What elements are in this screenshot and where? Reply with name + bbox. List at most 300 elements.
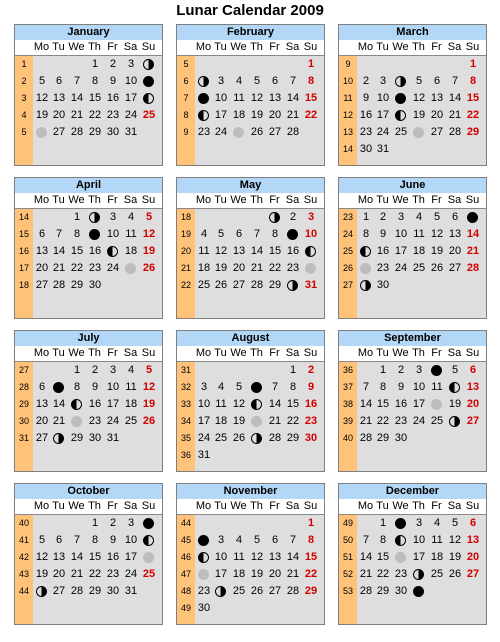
- weekday-label: Fr: [431, 347, 442, 359]
- month-days: [357, 515, 486, 624]
- weekday-label: Tu: [376, 194, 389, 206]
- first-moon-icon: [360, 280, 371, 291]
- day-cell: 11: [233, 551, 245, 563]
- day-cell: 6: [469, 364, 477, 376]
- week-number: 43: [18, 569, 29, 579]
- week-number: 40: [342, 433, 353, 443]
- month-december: [338, 483, 487, 625]
- weekday-label: Su: [141, 41, 156, 53]
- week-number: 31: [180, 365, 191, 375]
- day-cell: 14: [70, 92, 84, 104]
- week-number-column: [15, 56, 33, 165]
- week-number: 13: [342, 127, 353, 137]
- day-cell: 19: [35, 109, 49, 121]
- day-cell: 13: [232, 245, 246, 257]
- day-cell: 30: [88, 279, 102, 291]
- day-cell: 26: [142, 415, 156, 427]
- day-cell: 19: [250, 109, 264, 121]
- day-cell: 5: [415, 75, 423, 87]
- weekday-label: Mo: [195, 347, 212, 359]
- day-cell: 7: [289, 75, 297, 87]
- day-cell: 10: [106, 381, 120, 393]
- day-cell: 1: [73, 211, 81, 223]
- day-cell: 23: [394, 415, 408, 427]
- day-cell: 14: [448, 92, 462, 104]
- day-cell: 9: [397, 381, 405, 393]
- day-cell: 18: [430, 551, 444, 563]
- day-cell: 11: [233, 92, 245, 104]
- weekday-label: Sa: [123, 347, 138, 359]
- week-number: 45: [180, 535, 191, 545]
- last-moon-icon: [143, 535, 154, 546]
- weekday-label: Mo: [357, 500, 374, 512]
- full-moon-icon: [251, 382, 262, 393]
- day-cell: 1: [469, 58, 477, 70]
- day-cell: 21: [448, 109, 462, 121]
- day-cell: 5: [433, 211, 441, 223]
- day-cell: 22: [88, 568, 102, 580]
- day-cell: 30: [304, 432, 318, 444]
- day-cell: 4: [127, 211, 135, 223]
- last-moon-icon: [107, 246, 118, 257]
- first-moon-icon: [395, 76, 406, 87]
- day-cell: 3: [217, 75, 225, 87]
- weekday-label: Su: [465, 194, 480, 206]
- day-cell: 14: [286, 92, 300, 104]
- weekday-label: Sa: [123, 41, 138, 53]
- weekday-label: Tu: [52, 347, 65, 359]
- month-title: March: [339, 25, 486, 40]
- day-cell: 7: [271, 381, 279, 393]
- day-cell: 16: [286, 245, 300, 257]
- week-number: 14: [18, 212, 29, 222]
- month-days: [33, 362, 162, 471]
- week-number: 29: [18, 399, 29, 409]
- full-moon-icon: [395, 93, 406, 104]
- day-cell: 23: [376, 262, 390, 274]
- week-number: 5: [21, 127, 27, 137]
- day-cell: 4: [217, 381, 225, 393]
- day-cell: 27: [35, 279, 49, 291]
- day-cell: 3: [109, 364, 117, 376]
- day-cell: 2: [397, 364, 405, 376]
- weekday-label: Tu: [376, 347, 389, 359]
- weekday-label: We: [392, 41, 409, 53]
- day-cell: 24: [106, 415, 120, 427]
- weekday-label: Tu: [214, 347, 227, 359]
- week-number-column: [177, 362, 195, 471]
- weekday-label: Su: [141, 500, 156, 512]
- day-cell: 6: [55, 534, 63, 546]
- month-days: [357, 362, 486, 471]
- day-cell: 7: [73, 534, 81, 546]
- day-cell: 21: [52, 415, 66, 427]
- day-cell: 18: [232, 109, 246, 121]
- full-moon-icon: [287, 229, 298, 240]
- day-cell: 19: [250, 568, 264, 580]
- day-cell: 4: [235, 75, 243, 87]
- day-cell: 9: [379, 228, 387, 240]
- weekday-label: Th: [88, 347, 101, 359]
- day-cell: 6: [55, 75, 63, 87]
- weekday-label: Sa: [285, 347, 300, 359]
- week-number-column: [177, 209, 195, 318]
- week-number: 40: [18, 518, 29, 528]
- day-cell: 29: [70, 432, 84, 444]
- day-cell: 7: [55, 228, 63, 240]
- week-number-column: [177, 515, 195, 624]
- weekday-header: [339, 499, 486, 515]
- day-cell: 6: [235, 228, 243, 240]
- day-cell: 4: [415, 211, 423, 223]
- weekday-header: [339, 40, 486, 56]
- weekday-label: Sa: [447, 41, 462, 53]
- day-cell: 13: [35, 398, 49, 410]
- day-cell: 26: [430, 262, 444, 274]
- week-number: 11: [343, 93, 353, 103]
- week-number: 42: [18, 552, 29, 562]
- day-cell: 12: [448, 534, 462, 546]
- day-cell: 6: [451, 211, 459, 223]
- day-cell: 8: [307, 75, 315, 87]
- weekday-header: [339, 193, 486, 209]
- week-number: 15: [18, 229, 29, 239]
- week-number: 49: [342, 518, 353, 528]
- day-cell: 15: [268, 245, 282, 257]
- month-days: [195, 362, 324, 471]
- week-number: 1: [21, 59, 27, 69]
- weekday-label: Fr: [107, 41, 118, 53]
- day-cell: 19: [448, 551, 462, 563]
- day-cell: 21: [359, 415, 373, 427]
- day-cell: 11: [413, 228, 425, 240]
- day-cell: 25: [394, 126, 408, 138]
- day-cell: 28: [286, 126, 300, 138]
- day-cell: 28: [359, 585, 373, 597]
- day-cell: 28: [286, 585, 300, 597]
- weekday-label: Su: [465, 500, 480, 512]
- day-cell: 30: [106, 585, 120, 597]
- day-cell: 15: [88, 92, 102, 104]
- weekday-label: Th: [88, 194, 101, 206]
- day-cell: 19: [430, 245, 444, 257]
- day-cell: 22: [88, 109, 102, 121]
- week-number: 31: [18, 433, 29, 443]
- week-number: 50: [342, 535, 353, 545]
- day-cell: 24: [197, 432, 211, 444]
- day-cell: 26: [250, 126, 264, 138]
- day-cell: 22: [304, 568, 318, 580]
- page-title: Lunar Calendar 2009: [176, 2, 324, 19]
- new-moon-icon: [251, 416, 262, 427]
- month-days: [33, 56, 162, 165]
- month-april: [14, 177, 163, 319]
- day-cell: 17: [376, 109, 390, 121]
- day-cell: 16: [106, 551, 120, 563]
- month-title: November: [177, 484, 324, 499]
- weekday-label: Fr: [431, 500, 442, 512]
- day-cell: 13: [268, 92, 282, 104]
- day-cell: 16: [88, 398, 102, 410]
- weekday-header: [339, 346, 486, 362]
- first-moon-icon: [198, 76, 209, 87]
- day-cell: 12: [214, 245, 228, 257]
- day-cell: 25: [412, 262, 426, 274]
- day-cell: 1: [307, 517, 315, 529]
- weekday-label: Th: [88, 41, 101, 53]
- last-moon-icon: [360, 246, 371, 257]
- week-number-column: [339, 362, 357, 471]
- day-cell: 6: [469, 517, 477, 529]
- day-cell: 19: [214, 262, 228, 274]
- day-cell: 10: [214, 551, 228, 563]
- day-cell: 8: [379, 534, 387, 546]
- day-cell: 23: [88, 415, 102, 427]
- day-cell: 25: [124, 415, 138, 427]
- month-may: [176, 177, 325, 319]
- new-moon-icon: [305, 263, 316, 274]
- weekday-label: We: [68, 347, 85, 359]
- day-cell: 3: [109, 211, 117, 223]
- weekday-label: Fr: [431, 194, 442, 206]
- day-cell: 31: [304, 279, 318, 291]
- day-cell: 14: [70, 551, 84, 563]
- day-cell: 15: [286, 398, 300, 410]
- day-cell: 20: [52, 109, 66, 121]
- day-cell: 5: [451, 364, 459, 376]
- week-number: 53: [342, 586, 353, 596]
- day-cell: 3: [397, 211, 405, 223]
- day-cell: 23: [106, 568, 120, 580]
- week-number: 52: [342, 569, 353, 579]
- day-cell: 11: [125, 228, 137, 240]
- day-cell: 30: [197, 602, 211, 614]
- week-number: 36: [180, 450, 191, 460]
- day-cell: 19: [142, 398, 156, 410]
- full-moon-icon: [395, 518, 406, 529]
- weekday-label: Th: [88, 500, 101, 512]
- month-days: [33, 209, 162, 318]
- day-cell: 24: [214, 126, 228, 138]
- day-cell: 27: [466, 415, 480, 427]
- weekday-label: Th: [412, 194, 425, 206]
- full-moon-icon: [53, 382, 64, 393]
- weekday-label: Th: [412, 500, 425, 512]
- day-cell: 1: [91, 517, 99, 529]
- day-cell: 18: [197, 262, 211, 274]
- week-number-column: [339, 515, 357, 624]
- month-days: [195, 515, 324, 624]
- month-title: September: [339, 331, 486, 346]
- day-cell: 12: [250, 92, 264, 104]
- weekday-label: Tu: [376, 41, 389, 53]
- first-moon-icon: [36, 586, 47, 597]
- weekday-label: Mo: [33, 500, 50, 512]
- day-cell: 12: [142, 228, 156, 240]
- day-cell: 10: [106, 228, 120, 240]
- day-cell: 7: [362, 534, 370, 546]
- day-cell: 20: [52, 568, 66, 580]
- full-moon-icon: [89, 229, 100, 240]
- day-cell: 4: [200, 228, 208, 240]
- new-moon-icon: [125, 263, 136, 274]
- day-cell: 23: [359, 126, 373, 138]
- day-cell: 25: [214, 432, 228, 444]
- day-cell: 21: [359, 568, 373, 580]
- weekday-label: Su: [303, 194, 318, 206]
- week-number: 5: [183, 59, 189, 69]
- day-cell: 9: [91, 381, 99, 393]
- week-number: 30: [18, 416, 29, 426]
- last-moon-icon: [395, 110, 406, 121]
- day-cell: 1: [362, 211, 370, 223]
- week-number: 49: [180, 603, 191, 613]
- day-cell: 17: [124, 92, 138, 104]
- weekday-label: Tu: [214, 500, 227, 512]
- day-cell: 21: [70, 568, 84, 580]
- week-number: 47: [180, 569, 191, 579]
- day-cell: 23: [88, 262, 102, 274]
- day-cell: 13: [466, 381, 480, 393]
- week-number: 10: [342, 76, 353, 86]
- full-moon-icon: [467, 212, 478, 223]
- week-number: 6: [183, 76, 189, 86]
- day-cell: 21: [268, 415, 282, 427]
- day-cell: 28: [52, 279, 66, 291]
- day-cell: 6: [271, 75, 279, 87]
- day-cell: 27: [448, 262, 462, 274]
- day-cell: 3: [127, 58, 135, 70]
- week-number: 25: [342, 246, 353, 256]
- day-cell: 21: [52, 262, 66, 274]
- day-cell: 2: [307, 364, 315, 376]
- day-cell: 8: [73, 228, 81, 240]
- last-moon-icon: [449, 382, 460, 393]
- day-cell: 22: [268, 262, 282, 274]
- day-cell: 3: [127, 517, 135, 529]
- full-moon-icon: [413, 586, 424, 597]
- week-number: 48: [180, 586, 191, 596]
- day-cell: 10: [124, 534, 138, 546]
- day-cell: 19: [448, 398, 462, 410]
- day-cell: 17: [214, 109, 228, 121]
- day-cell: 10: [376, 92, 390, 104]
- day-cell: 17: [214, 568, 228, 580]
- weekday-label: We: [230, 500, 247, 512]
- week-number: 12: [342, 110, 353, 120]
- day-cell: 15: [466, 92, 480, 104]
- last-moon-icon: [198, 552, 209, 563]
- week-number: 8: [183, 110, 189, 120]
- day-cell: 12: [35, 551, 49, 563]
- day-cell: 13: [52, 551, 66, 563]
- day-cell: 13: [35, 245, 49, 257]
- day-cell: 12: [430, 228, 444, 240]
- day-cell: 2: [109, 58, 117, 70]
- day-cell: 14: [268, 398, 282, 410]
- first-moon-icon: [449, 416, 460, 427]
- weekday-label: Su: [141, 194, 156, 206]
- week-number: 20: [180, 246, 191, 256]
- weekday-label: Sa: [123, 500, 138, 512]
- day-cell: 7: [253, 228, 261, 240]
- month-title: January: [15, 25, 162, 40]
- month-july: [14, 330, 163, 472]
- month-june: [338, 177, 487, 319]
- week-number: 9: [345, 59, 351, 69]
- weekday-label: We: [230, 41, 247, 53]
- day-cell: 20: [268, 568, 282, 580]
- day-cell: 13: [268, 551, 282, 563]
- day-cell: 23: [106, 109, 120, 121]
- day-cell: 16: [106, 92, 120, 104]
- day-cell: 3: [379, 75, 387, 87]
- day-cell: 11: [198, 245, 210, 257]
- weekday-header: [15, 499, 162, 515]
- day-cell: 10: [124, 75, 138, 87]
- day-cell: 14: [466, 228, 480, 240]
- weekday-label: We: [392, 347, 409, 359]
- day-cell: 7: [73, 75, 81, 87]
- last-moon-icon: [143, 93, 154, 104]
- day-cell: 4: [433, 517, 441, 529]
- day-cell: 12: [35, 92, 49, 104]
- day-cell: 20: [466, 551, 480, 563]
- week-number: 44: [18, 586, 29, 596]
- day-cell: 18: [124, 245, 138, 257]
- day-cell: 30: [106, 126, 120, 138]
- day-cell: 23: [394, 568, 408, 580]
- weekday-label: Th: [250, 347, 263, 359]
- month-february: [176, 24, 325, 166]
- day-cell: 8: [271, 228, 279, 240]
- full-moon-icon: [143, 518, 154, 529]
- day-cell: 16: [304, 398, 318, 410]
- first-moon-icon: [215, 586, 226, 597]
- day-cell: 20: [466, 398, 480, 410]
- day-cell: 31: [124, 126, 138, 138]
- day-cell: 31: [197, 449, 211, 461]
- day-cell: 28: [466, 262, 480, 274]
- last-moon-icon: [395, 535, 406, 546]
- weekday-label: Fr: [269, 41, 280, 53]
- new-moon-icon: [36, 127, 47, 138]
- week-number: 26: [342, 263, 353, 273]
- day-cell: 25: [430, 415, 444, 427]
- weekday-label: Su: [303, 347, 318, 359]
- day-cell: 2: [91, 364, 99, 376]
- day-cell: 5: [145, 211, 153, 223]
- day-cell: 11: [125, 381, 137, 393]
- day-cell: 4: [235, 534, 243, 546]
- week-number: 17: [18, 263, 29, 273]
- weekday-label: Su: [303, 41, 318, 53]
- new-moon-icon: [413, 127, 424, 138]
- day-cell: 3: [200, 381, 208, 393]
- weekday-label: Mo: [357, 194, 374, 206]
- week-number: 3: [21, 93, 27, 103]
- day-cell: 26: [448, 568, 462, 580]
- day-cell: 6: [38, 381, 46, 393]
- day-cell: 10: [394, 228, 408, 240]
- week-number: 9: [183, 127, 189, 137]
- weekday-label: Sa: [447, 500, 462, 512]
- day-cell: 8: [379, 381, 387, 393]
- day-cell: 3: [307, 211, 315, 223]
- day-cell: 16: [376, 245, 390, 257]
- day-cell: 18: [232, 568, 246, 580]
- day-cell: 21: [286, 568, 300, 580]
